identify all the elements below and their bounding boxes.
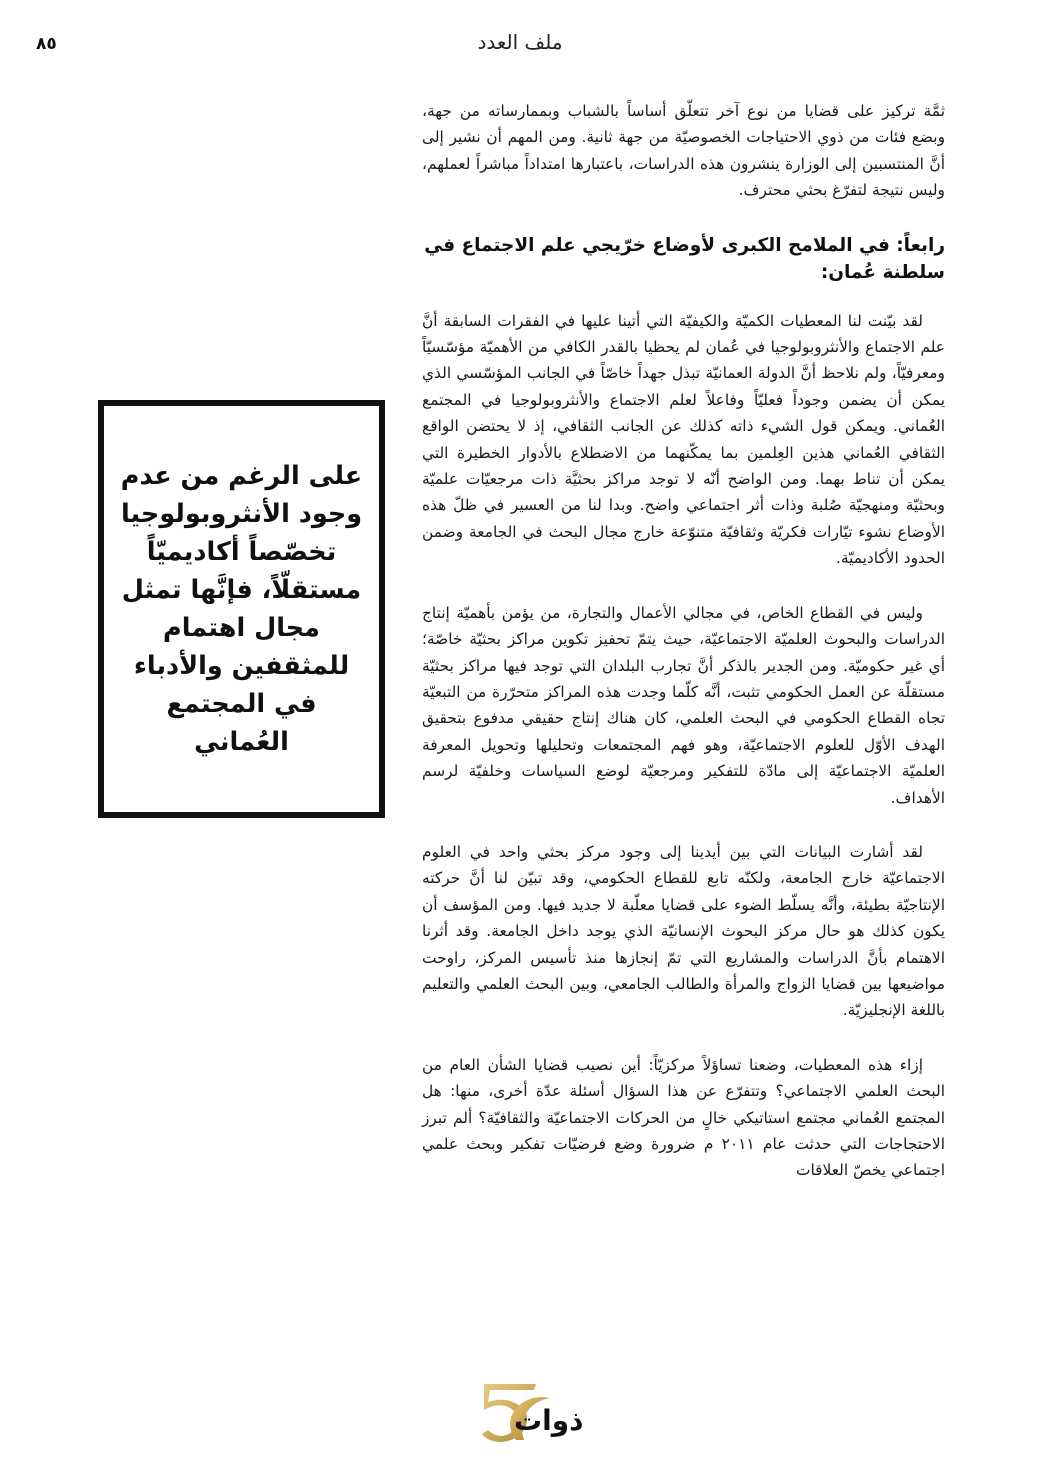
pull-quote-text: على الرغم من عدم وجود الأنثروبولوجيا تخصّصاً أكاديميّاً مستقلّاً، فإنَّها تمثل مجال اهتمام للمثقفين والأدباء في المجتمع العُماني [120, 461, 363, 757]
page-number: ٨٥ [36, 34, 57, 54]
section-heading: رابعاً: في الملامح الكبرى لأوضاع خرّيجي علم الاجتماع في سلطنة عُمان: [424, 234, 945, 283]
pull-quote-box [98, 400, 385, 818]
article-body [422, 98, 945, 1212]
intro-paragraph: ثمَّة تركيز على قضايا من نوع آخر تتعلّق أساساً بالشباب وبممارساته من جهة، وبضع فئات من ذوي الاحتياجات الخصوصيّة من جهة ثانية. ومن المهم أن نشير إلى أنَّ المنتسبين إلى الوزارة ينشرون هذه الدراسات، باعتبارها امتداداً مباشراً لعملهم، وليس نتيجة لتفرّغ بحثي محترف. [422, 102, 945, 200]
section-title: ملف العدد [477, 30, 563, 54]
article-paragraph: لقد بيّنت لنا المعطيات الكميّة والكيفيّة التي أتينا عليها في الفقرات السابقة أنَّ علم الاجتماع والأنثروبولوجيا في عُمان لم يحظيا بالقدر الكافي من الأهميّة مؤسّسيّاً ومعرفيّاً، ولم نلاحظ أنَّ الدولة العمانيّة تبذل جهداً خاصّاً في الجانب المؤسّسي الذي يمكن أن يضمن وجوداً فعليّاً وفاعلاً لعلم الاجتماع والأنثروبولوجيا في المجتمع العُماني. ويمكن قول الشيء ذاته كذلك عن الجانب الثقافي، إذ لا يحتضن الواقع الثقافي العُماني هذين العِلمين بما يمكّنهما من الاضطلاع بالأدوار الخطيرة التي يمكن أن تناط بهما. ومن الواضح أنّه لا توجد مراكز بحثيَّة ذات مرجعيّات علميّة وبحثيّة ومنهجيّة صُلبة وذات أثر اجتماعي واضح. وبدا لنا من العسير في ظلّ هذه الأوضاع نشوء تيّارات فكريّة وثقافيّة متنوّعة خارج مجال البحث في الجامعة وضمن الحدود الأكاديميّة. [422, 311, 945, 568]
article-paragraph: لقد أشارت البيانات التي بين أيدينا إلى وجود مركز بحثي واحد في العلوم الاجتماعيّة خارج الجامعة، ولكنّه تابع للقطاع الحكومي، وقد تبيّن لنا أنَّ حركته الإنتاجيّة بطيئة، وأنَّه يسلّط الضوء على قضايا معلّبة لا جديد فيها. ومن المؤسف أن يكون كذلك هو حال مركز البحوث الإنسانيّة الذي يوجد داخل الجامعة. وقد أثرنا الاهتمام بأنَّ الدراسات والمشاريع التي تمّ إنجازها منذ تأسيس المركز، راوحت مواضيعها بين قضايا الزواج والمرأة والطالب الجامعي، وبين البحث العلمي والتعليم باللغة الإنجليزيّة. [422, 842, 945, 1020]
article-paragraph: وليس في القطاع الخاص، في مجالي الأعمال والتجارة، من يؤمن بأهميّة إنتاج الدراسات والبحوث العلميّة الاجتماعيّة، حيث يتمّ تحفيز تكوين مراكز بحثيّة خاصّة؛ أي غير حكوميّة. ومن الجدير بالذكر أنَّ تجارب البلدان التي توجد فيها مراكز بحثيّة مستقلّة عن العمل الحكومي تثبت، أنَّه كلّما وجدت هذه المراكز متحرّرة من التبعيّة تجاه القطاع الحكومي في البحث العلمي، كان هناك إنتاج حقيقي مدفوع بتحقيق الهدف الأوّل للعلوم الاجتماعيّة، وهو فهم المجتمعات وتحليلها وتحويل المعرفة العلميّة الاجتماعيّة إلى مادّة للتفكير ومرجعيّة لوضع السياسات وخلفيّة لرسم الأهداف. [422, 603, 945, 807]
logo-wordmark: ذوات [514, 1404, 584, 1437]
publication-logo [476, 1380, 616, 1446]
article-paragraph: إزاء هذه المعطيات، وضعنا تساؤلاً مركزيّاً: أين نصيب قضايا الشأن العام من البحث العلمي الاجتماعي؟ وتتفرّع عن هذا السؤال أسئلة عدّة أخرى، منها: هل المجتمع العُماني مجتمع استاتيكي خالٍ من الحركات الاجتماعيّة والثقافيّة؟ ألم تبرز الاحتجاجات التي حدثت عام ٢٠١١ م ضرورة وضع فرضيّات تفكير وبحث علمي اجتماعي يخصّ العلاقات [422, 1055, 945, 1180]
